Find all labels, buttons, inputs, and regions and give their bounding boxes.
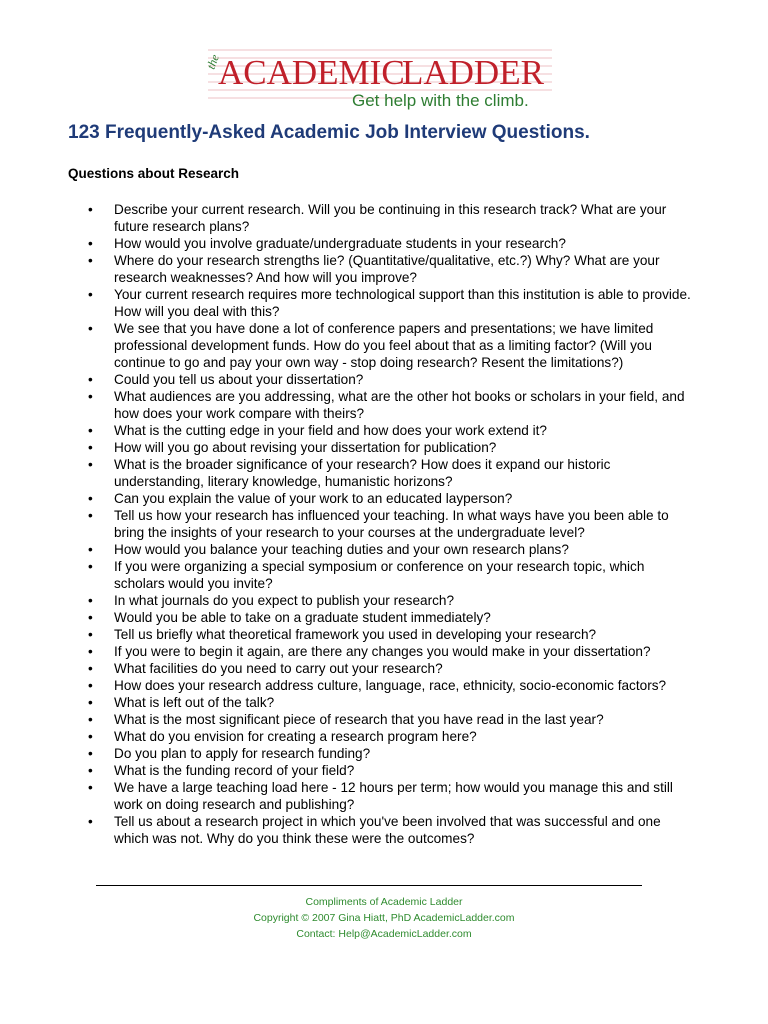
list-item: • Your current research requires more technological support than this institution is able to provide. How will you deal with this? <box>88 286 698 320</box>
list-item: • We have a large teaching load here - 12 hours per term; how would you manage this and still work on doing research and publishing? <box>88 779 698 813</box>
list-item: • Can you explain the value of your work to an educated layperson? <box>88 490 698 507</box>
list-item: • Could you tell us about your dissertation? <box>88 371 698 388</box>
list-item: • What do you envision for creating a research program here? <box>88 728 698 745</box>
list-item: • Tell us about a research project in which you've been involved that was successful and one which was not. Why do you think these were the outcomes? <box>88 813 698 847</box>
list-item: • Tell us briefly what theoretical framework you used in developing your research? <box>88 626 698 643</box>
footer-copyright: Copyright © 2007 Gina Hiatt, PhD AcademicLadder.com <box>253 912 515 924</box>
footer <box>0 894 768 942</box>
list-item: • We see that you have done a lot of conference papers and presentations; we have limited professional development funds. How do you feel about that as a limiting factor? (Will you continue to go and pay your own way - stop doing research? Resent the limitations?) <box>88 320 698 371</box>
logo-ladder: LADDER <box>402 53 544 92</box>
footer-contact: Contact: Help@AcademicLadder.com <box>296 928 472 940</box>
list-item: • Describe your current research. Will you be continuing in this research track? What are your future research plans? <box>88 201 698 235</box>
list-item: • What is the funding record of your field? <box>88 762 698 779</box>
question-list <box>88 201 698 847</box>
list-item: • How would you balance your teaching duties and your own research plans? <box>88 541 698 558</box>
list-item: • Do you plan to apply for research funding? <box>88 745 698 762</box>
logo-tagline: Get help with the climb. <box>352 91 529 110</box>
list-item: • What is left out of the talk? <box>88 694 698 711</box>
logo-the: the <box>203 52 222 72</box>
page-title: 123 Frequently-Asked Academic Job Interview Questions. <box>68 122 590 143</box>
section-heading: Questions about Research <box>68 166 240 181</box>
list-item: • If you were organizing a special symposium or conference on your research topic, which scholars would you invite? <box>88 558 698 592</box>
list-item: • What audiences are you addressing, what are the other hot books or scholars in your field, and how does your work compare with theirs? <box>88 388 698 422</box>
list-item: • How would you involve graduate/undergraduate students in your research? <box>88 235 698 252</box>
list-item: • Tell us how your research has influenced your teaching. In what ways have you been able to bring the insights of your research to your courses at the undergraduate level? <box>88 507 698 541</box>
list-item: • Would you be able to take on a graduate student immediately? <box>88 609 698 626</box>
footer-divider <box>96 885 642 886</box>
list-item: • What facilities do you need to carry out your research? <box>88 660 698 677</box>
footer-compliments: Compliments of Academic Ladder <box>305 896 463 908</box>
list-item: • Where do your research strengths lie? (Quantitative/qualitative, etc.?) Why? What are your research weaknesses? And how will you improve? <box>88 252 698 286</box>
list-item: • In what journals do you expect to publish your research? <box>88 592 698 609</box>
list-item: • What is the broader significance of your research? How does it expand our historic understanding, literary knowledge, humanistic horizons? <box>88 456 698 490</box>
list-item: • What is the cutting edge in your field and how does your work extend it? <box>88 422 698 439</box>
list-item: • What is the most significant piece of research that you have read in the last year? <box>88 711 698 728</box>
list-item: • How will you go about revising your dissertation for publication? <box>88 439 698 456</box>
list-item: • If you were to begin it again, are there any changes you would make in your dissertation? <box>88 643 698 660</box>
list-item: • How does your research address culture, language, race, ethnicity, socio-economic factors? <box>88 677 698 694</box>
academic-ladder-logo <box>200 40 560 112</box>
logo-academic: ACADEMIC <box>218 53 405 92</box>
